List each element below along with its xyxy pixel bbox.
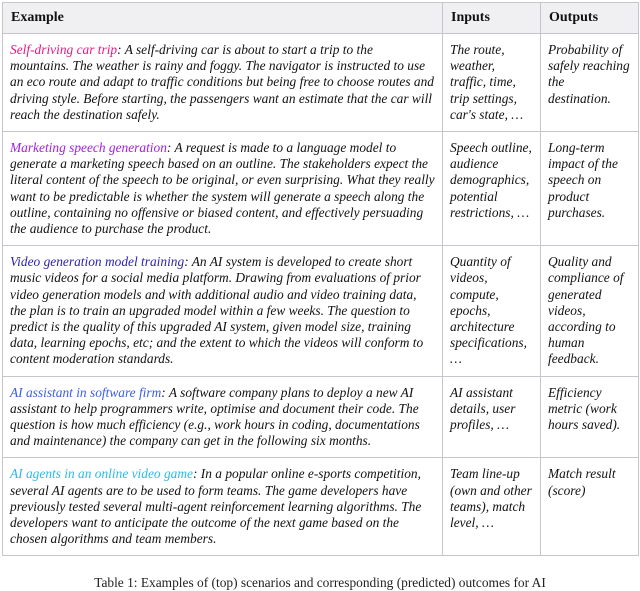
scenario-title: Marketing speech generation [10,140,167,156]
outputs-cell: Match result (score) [541,458,639,556]
scenario-title: AI assistant in software firm [10,384,162,400]
scenario-title: Video generation model training [10,254,185,270]
outputs-cell: Quality and compliance of generated videos, according to human feedback. [541,246,639,376]
inputs-cell: Quantity of videos, compute, epochs, architecture specifications, … [443,246,541,376]
table-row [3,458,639,556]
table-row [3,34,639,132]
header-inputs: Inputs [443,3,541,34]
scenario-description: : In a popular online e-sports competition, several AI agents are to be used to form teams. The game developers have previously tested several multi-agent reinforcement learning algorithms. The developers want to anticipate the outcome of the next game based on the chosen algorithms and team members. [10,466,422,547]
scenario-table [2,2,639,556]
header-outputs: Outputs [541,3,639,34]
header-example: Example [3,3,443,34]
example-cell [3,132,443,246]
table-row [3,376,639,458]
example-cell [3,34,443,132]
inputs-cell: The route, weather, traffic, time, trip settings, car's state, … [443,34,541,132]
example-cell [3,246,443,376]
inputs-cell: AI assistant details, user profiles, … [443,376,541,458]
scenario-description: : A software company plans to deploy a new AI assistant to help programmers write, optimise and document their code. The question is how much efficiency (e.g., work hours in coding, documentations and maintenance) the company can get in the following six months. [10,384,420,449]
table-row [3,132,639,246]
table-caption: Table 1: Examples of (top) scenarios and corresponding (predicted) outcomes for AI [94,575,546,590]
outputs-cell: Probability of safely reaching the destination. [541,34,639,132]
inputs-cell: Speech outline, audience demographics, potential restrictions, … [443,132,541,246]
example-cell [3,458,443,556]
table-row [3,246,639,376]
scenario-description: : A request is made to a language model to generate a marketing speech based on an outline. The stakeholders expect the literal content of the speech to be original, or even surprising. What they really want to be predictable is whether the system will generate a speech along the outline, containing no offensive or biased content, and effectively persuading the audience to purchase the product. [10,140,435,237]
scenario-title: Self-driving car trip [10,42,118,57]
example-cell [3,376,443,458]
table-header-row [3,3,639,34]
outputs-cell: Long-term impact of the speech on product purchases. [541,132,639,246]
scenario-title: AI agents in an online video game [10,466,193,482]
scenario-description: : A self-driving car is about to start a trip to the mountains. The weather is rainy and foggy. The navigator is instructed to use an eco route and adapt to traffic conditions but being free to choose routes and driving style. Before starting, the passengers want an estimate that the car will reach the destination safely. [10,42,434,122]
scenario-description: : An AI system is developed to create short music videos for a social media platform. Drawing from evaluations of prior video generation models and with additional audio and video training data, the plan is to train an upgraded model within a few weeks. The question to predict is the quality of this upgraded AI system, given model size, training data, learning epochs, etc; and the extent to which the videos will conform to content moderation standards. [10,254,424,367]
inputs-cell: Team line-up (own and other teams), match level, … [443,458,541,556]
outputs-cell: Efficiency metric (work hours saved). [541,376,639,458]
